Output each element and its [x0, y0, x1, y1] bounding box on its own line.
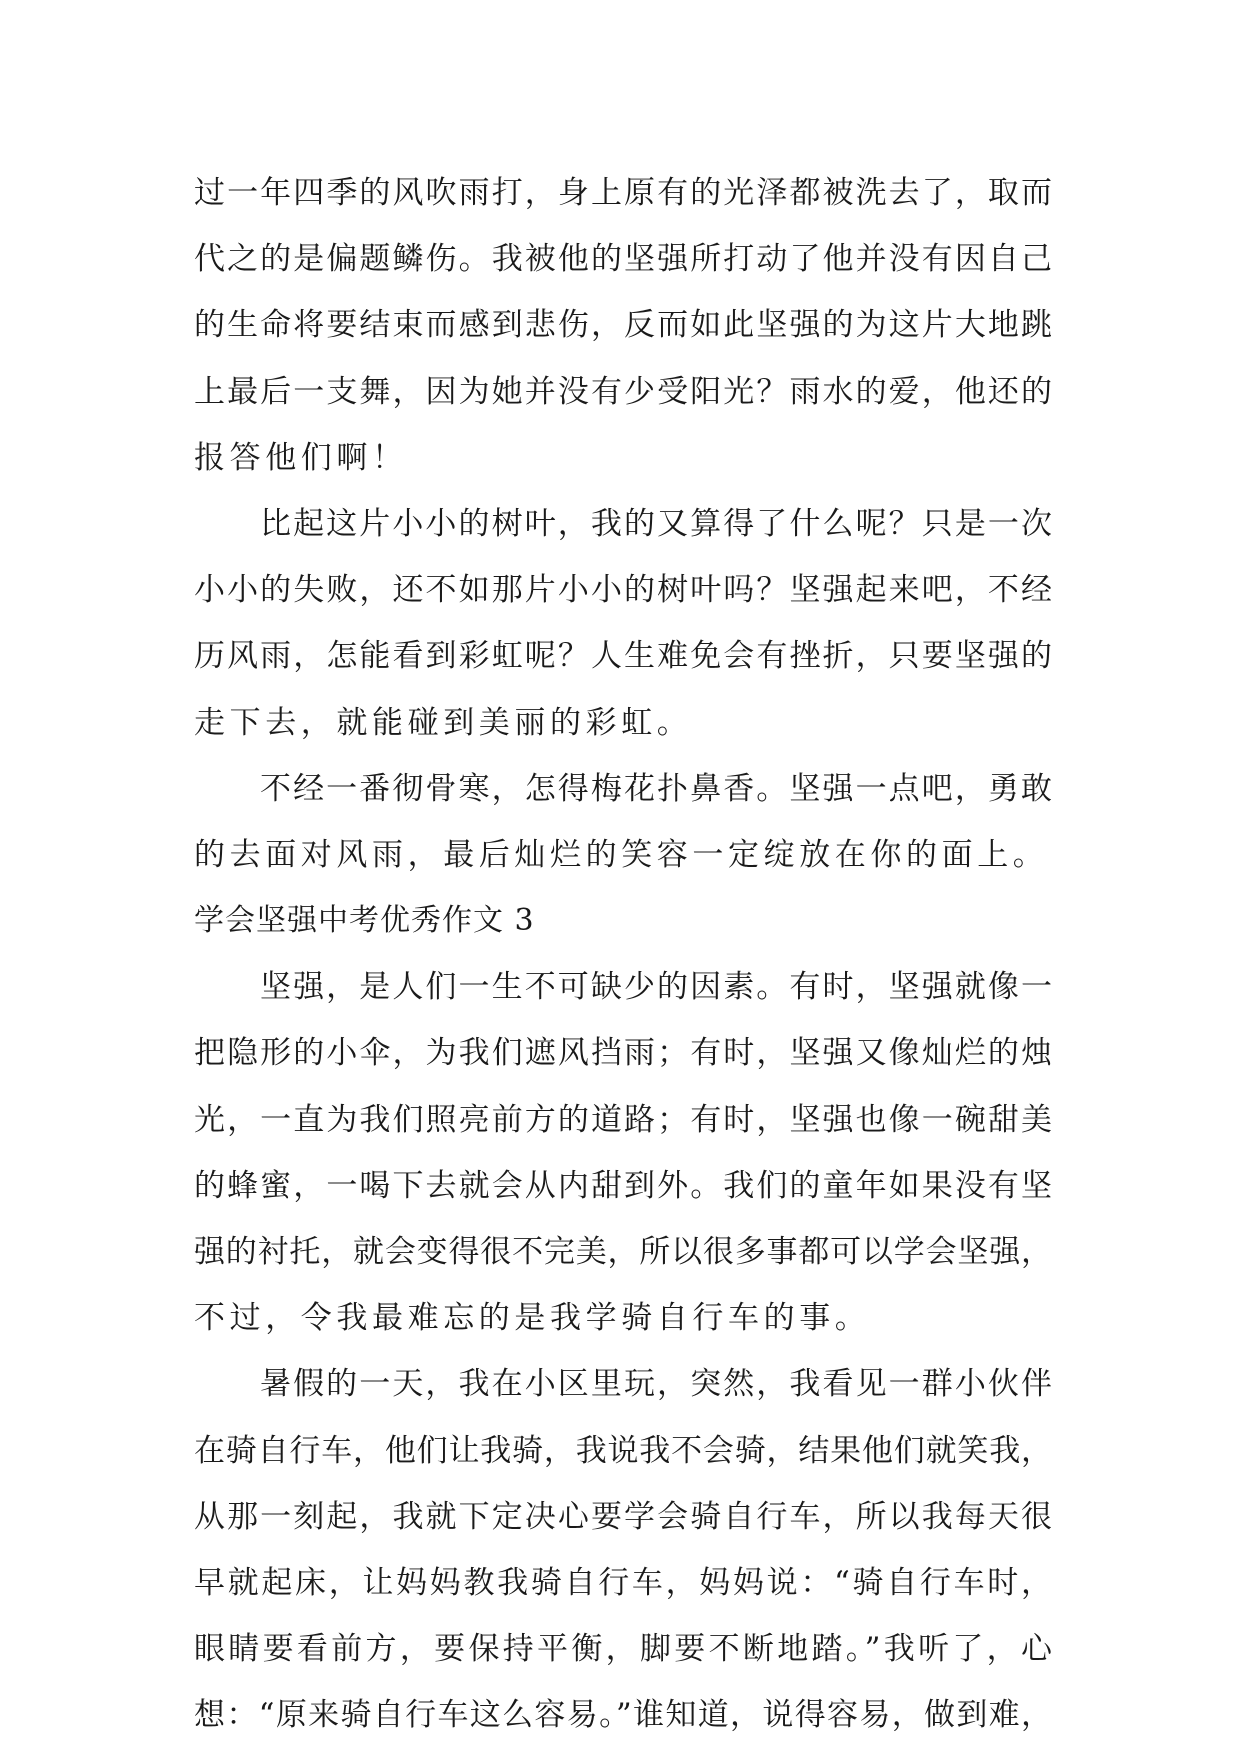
- text-line: 历风雨，怎能看到彩虹呢？人生难免会有挫折，只要坚强的: [194, 638, 1052, 675]
- text-line: 把隐形的小伞，为我们遮风挡雨；有时，坚强又像灿烂的烛: [194, 1035, 1052, 1072]
- paragraph-start-line: 不经一番彻骨寒，怎得梅花扑鼻香。坚强一点吧，勇敢: [260, 770, 1052, 807]
- paragraph-start-line: 坚强，是人们一生不可缺少的因素。有时，坚强就像一: [260, 969, 1052, 1006]
- text-line: 上最后一支舞，因为她并没有少受阳光？雨水的爱，他还的: [194, 373, 1052, 410]
- text-line: 眼睛要看前方，要保持平衡，脚要不断地踏。”我听了，心: [194, 1631, 1052, 1668]
- text-line: 过一年四季的风吹雨打，身上原有的光泽都被洗去了，取而: [194, 175, 1052, 211]
- text-line: 的蜂蜜，一喝下去就会从内甜到外。我们的童年如果没有坚: [194, 1167, 1052, 1204]
- text-line: 走下去，就能碰到美丽的彩虹。: [194, 704, 693, 741]
- text-line: 的去面对风雨，最后灿烂的笑容一定绽放在你的面上。: [194, 836, 1049, 873]
- text-line: 早就起床，让妈妈教我骑自行车，妈妈说：“骑自行车时，: [194, 1564, 1052, 1601]
- text-line: 代之的是偏题鳞伤。我被他的坚强所打动了他并没有因自己: [194, 241, 1052, 278]
- essay-body: [194, 160, 1052, 1749]
- paragraph-start-line: 暑假的一天，我在小区里玩，突然，我看见一群小伙伴: [260, 1366, 1052, 1403]
- text-line: 想：“原来骑自行车这么容易。”谁知道，说得容易，做到难，: [194, 1697, 1052, 1734]
- paragraph-start-line: 比起这片小小的树叶，我的又算得了什么呢？只是一次: [260, 505, 1052, 542]
- text-line: 小小的失败，还不如那片小小的树叶吗？坚强起来吧，不经: [194, 572, 1052, 609]
- text-line: 从那一刻起，我就下定决心要学会骑自行车，所以我每天很: [194, 1498, 1052, 1535]
- text-line: 在骑自行车，他们让我骑，我说我不会骑，结果他们就笑我，: [194, 1432, 1052, 1469]
- text-line: 报答他们啊！: [194, 439, 408, 476]
- section-heading: 学会坚强中考优秀作文 3: [194, 903, 535, 939]
- text-line: 光，一直为我们照亮前方的道路；有时，坚强也像一碗甜美: [194, 1101, 1052, 1138]
- text-line: 强的衬托，就会变得很不完美，所以很多事都可以学会坚强，: [194, 1234, 1052, 1270]
- text-line: 不过，令我最难忘的是我学骑自行车的事。: [194, 1300, 871, 1337]
- text-line: 的生命将要结束而感到悲伤，反而如此坚强的为这片大地跳: [194, 307, 1052, 344]
